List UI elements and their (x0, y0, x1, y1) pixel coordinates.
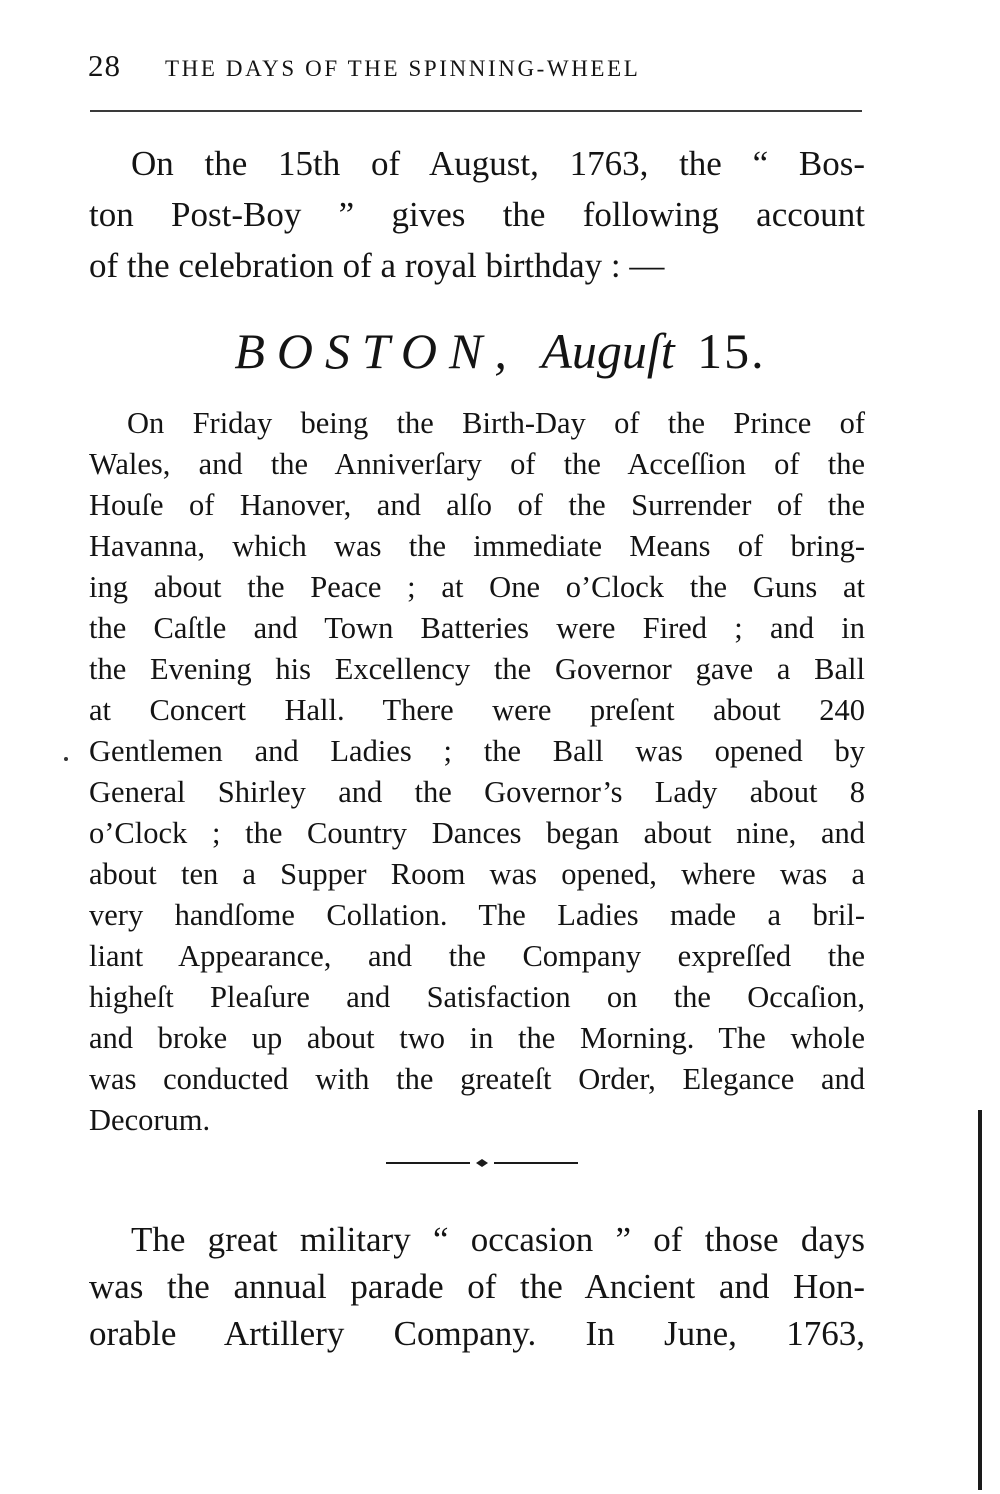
page-header (88, 48, 878, 88)
dateline (150, 316, 850, 386)
article-line: the Caſtle and Town Batteries were Fired ; and in (89, 611, 865, 645)
article-line: o’Clock ; the Country Dances began about nine, and (89, 816, 865, 850)
quoted-article (89, 403, 865, 1141)
margin-dot (64, 757, 68, 761)
article-line: Gentlemen and Ladies ; the Ball was opened by (89, 734, 865, 768)
closing-line: orable Artillery Company. In June, 1763, (89, 1314, 865, 1353)
article-line: Havanna, which was the immediate Means of bring- (89, 529, 865, 563)
article-line: liant Appearance, and the Company expreſſed the (89, 939, 865, 973)
closing-line: The great military “ occasion ” of those days (131, 1220, 865, 1259)
intro-paragraph (89, 138, 865, 291)
page-edge-line (978, 1110, 982, 1490)
intro-line: ton Post-Boy ” gives the following account (89, 195, 865, 234)
article-line: higheſt Pleaſure and Satisfaction on the Occaſion, (89, 980, 865, 1014)
article-line: was conducted with the greateſt Order, Elegance and (89, 1062, 865, 1096)
article-line: Houſe of Hanover, and alſo of the Surrender of the (89, 488, 865, 522)
article-line: ing about the Peace ; at One o’Clock the Guns at (89, 570, 865, 604)
article-line: the Evening his Excellency the Governor gave a Ball (89, 652, 865, 686)
running-title: THE DAYS OF THE SPINNING-WHEEL (165, 56, 641, 81)
article-line: Decorum. (89, 1103, 211, 1137)
intro-line: On the 15th of August, 1763, the “ Bos- (131, 144, 865, 183)
dateline-city: BOSTON, (234, 323, 519, 379)
closing-line: was the annual parade of the Ancient and Hon- (89, 1267, 865, 1306)
article-line: On Friday being the Birth-Day of the Prince of (127, 406, 865, 440)
article-line: about ten a Supper Room was opened, where was a (89, 857, 865, 891)
page-number: 28 (88, 48, 121, 83)
closing-paragraph (89, 1216, 865, 1357)
article-line: General Shirley and the Governor’s Lady about 8 (89, 775, 865, 809)
header-rule (90, 110, 862, 112)
article-line: very handſome Collation. The Ladies made a bril- (89, 898, 865, 932)
intro-line: of the celebration of a royal birthday : — (89, 246, 665, 285)
dateline-day: 15. (697, 323, 766, 379)
section-ornament (386, 1158, 578, 1168)
article-line: Wales, and the Anniverſary of the Acceſſion of the (89, 447, 865, 481)
article-line: at Concert Hall. There were preſent about 240 (89, 693, 865, 727)
dateline-month: Auguſt (541, 323, 675, 379)
article-line: and broke up about two in the Morning. The whole (89, 1021, 865, 1055)
